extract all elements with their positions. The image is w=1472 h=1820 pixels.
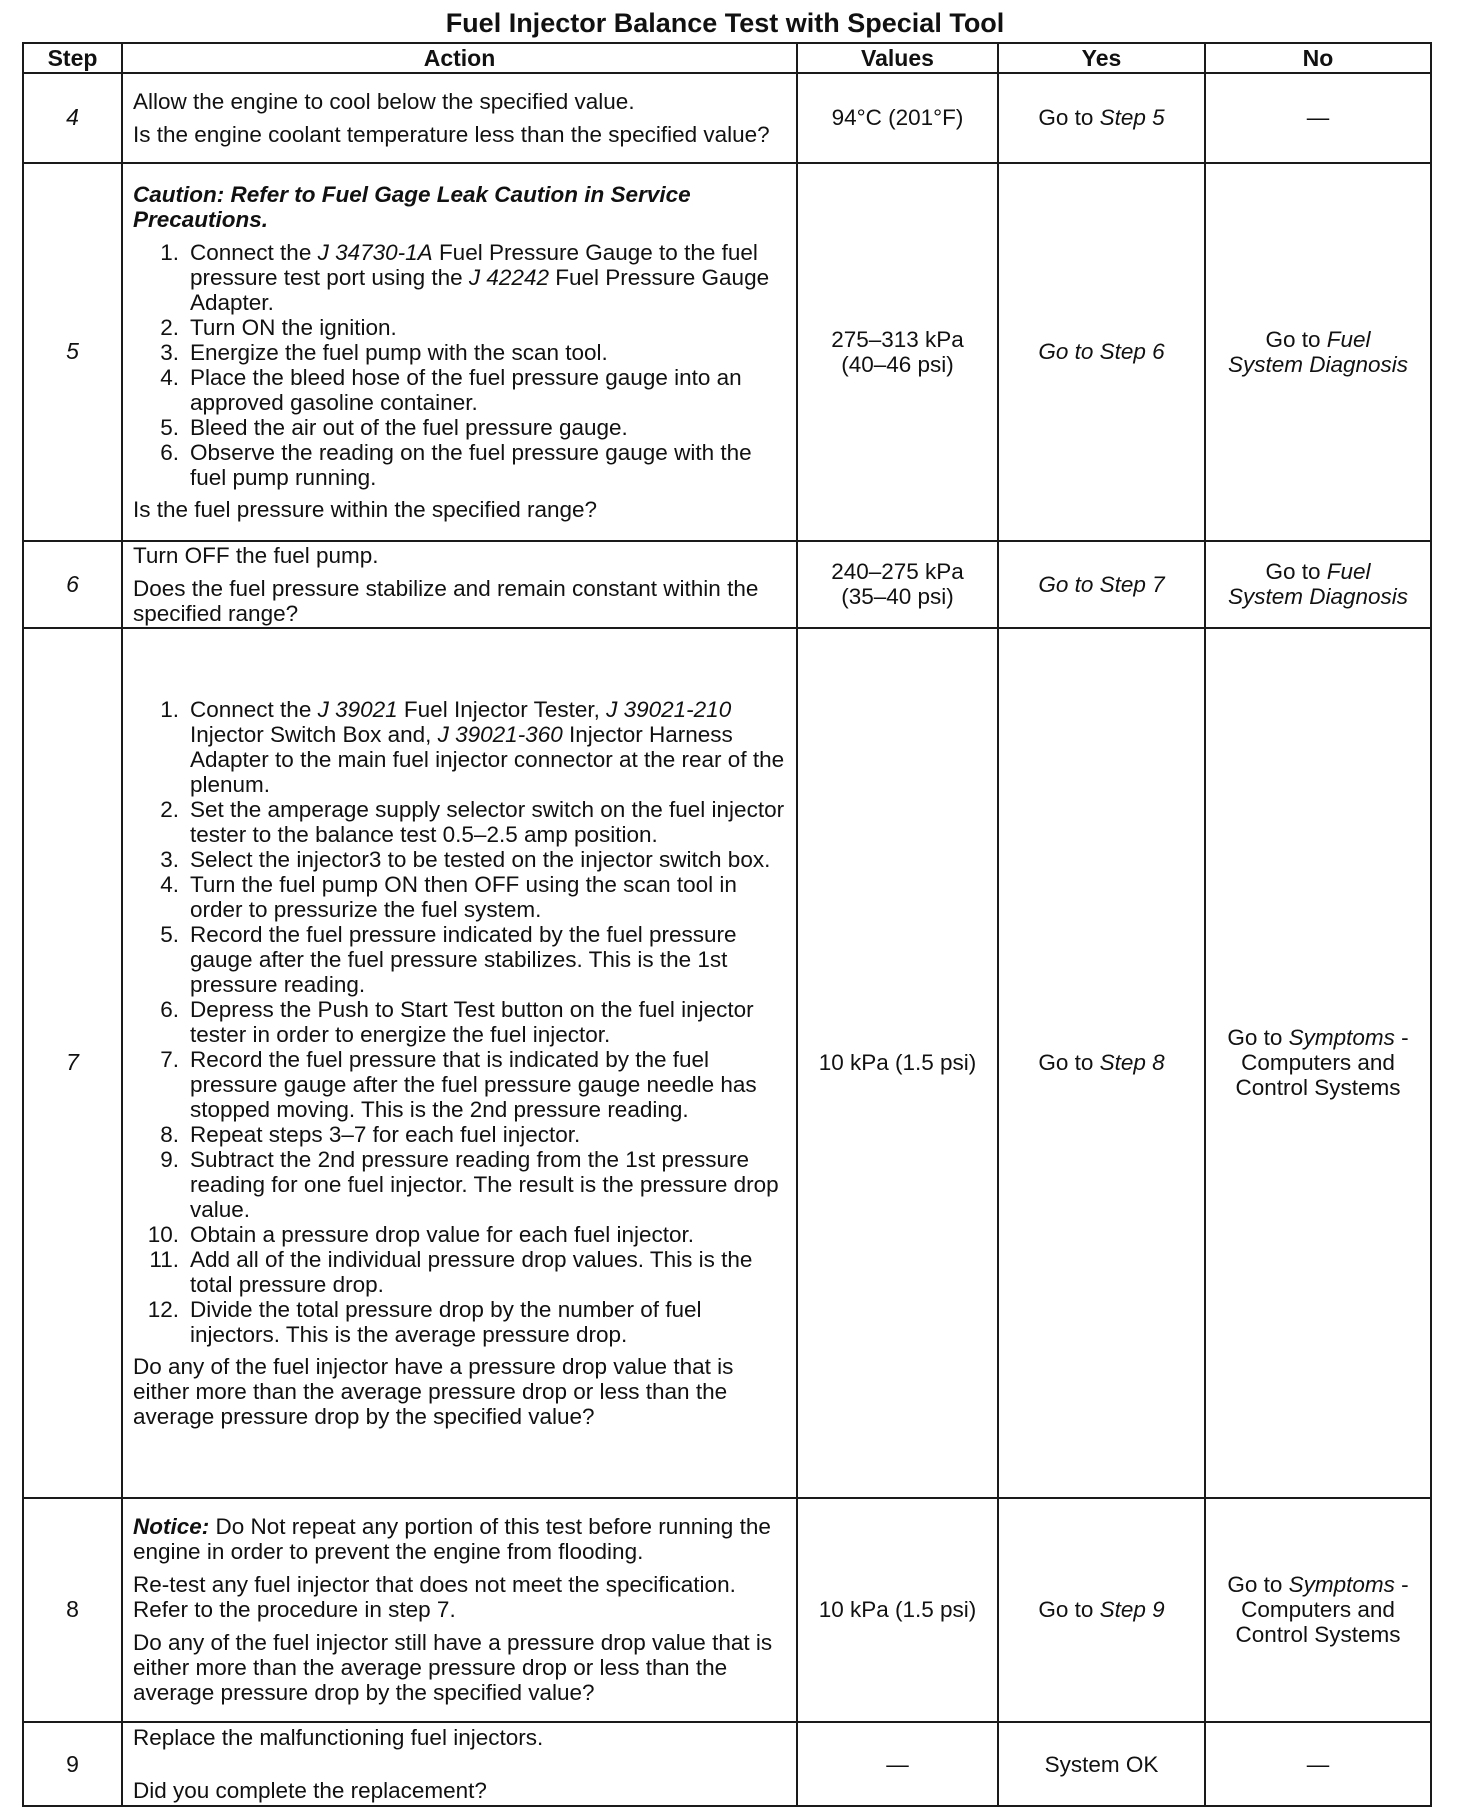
action-text: Replace the malfunctioning fuel injectors. — [133, 1725, 544, 1751]
list-item: 5. Bleed the air out of the fuel pressure gauge. — [160, 414, 628, 440]
list-item: 1. Connect the J 34730-1A Fuel Pressure Gauge to the fuel pressure test port using the J 42242 Fuel Pressure Gauge Adapter. — [160, 239, 770, 315]
action-cell — [122, 628, 797, 1498]
header-yes: Yes — [998, 43, 1205, 73]
table-row — [23, 1722, 1431, 1806]
table-row — [23, 628, 1431, 1498]
yes-cell: System OK — [998, 1722, 1205, 1806]
action-question: Is the fuel pressure within the specified range? — [133, 496, 598, 522]
notice-text: Notice: Do Not repeat any portion of this test before running the engine in order to prevent the engine from flooding. — [133, 1514, 771, 1565]
yes-cell: Go to Step 6 — [998, 163, 1205, 541]
action-question: Do any of the fuel injector still have a pressure drop value that is either more than the average pressure drop or less than the average pressure drop by the specified value? — [133, 1630, 773, 1706]
no-cell: Go to Symptoms - Computers and Control Systems — [1205, 628, 1431, 1498]
procedure-list — [133, 697, 786, 1347]
header-no: No — [1205, 43, 1431, 73]
action-text: Re-test any fuel injector that does not meet the specification. Refer to the procedure in step 7. — [133, 1572, 736, 1623]
table-row — [23, 1498, 1431, 1723]
yes-text: Go to — [1038, 105, 1100, 131]
action-question: Does the fuel pressure stabilize and remain constant within the specified range? — [133, 575, 759, 626]
list-item: 8. Repeat steps 3–7 for each fuel injector. — [160, 1121, 581, 1147]
list-item: 5. Record the fuel pressure indicated by the fuel pressure gauge after the fuel pressure stabilizes. This is the 1st pressure reading. — [160, 921, 737, 997]
caution-text: Caution: Refer to Fuel Gage Leak Caution in Service Precautions. — [133, 181, 691, 232]
action-text: Allow the engine to cool below the specified value. — [133, 88, 635, 114]
step-number: 7 — [23, 628, 122, 1498]
values-cell: 10 kPa (1.5 psi) — [797, 628, 998, 1498]
list-item: 10. Obtain a pressure drop value for each fuel injector. — [147, 1221, 695, 1247]
table-row — [23, 73, 1431, 163]
action-text: Turn OFF the fuel pump. — [133, 542, 379, 568]
action-question: Is the engine coolant temperature less than the specified value? — [133, 121, 770, 147]
yes-cell: Go to Step 7 — [998, 541, 1205, 628]
header-values: Values — [797, 43, 998, 73]
yes-cell: Go to Step 9 — [998, 1498, 1205, 1723]
action-cell — [122, 1722, 797, 1806]
action-question: Do any of the fuel injector have a pressure drop value that is either more than the average pressure drop or less than the average pressure drop by the specified value? — [133, 1353, 734, 1429]
values-cell: — — [797, 1722, 998, 1806]
step-number: 4 — [23, 73, 122, 163]
values-cell: 240–275 kPa (35–40 psi) — [797, 541, 998, 628]
no-cell: Go to Fuel System Diagnosis — [1205, 541, 1431, 628]
header-row — [23, 43, 1431, 73]
step-number: 6 — [23, 541, 122, 628]
values-cell: 94°C (201°F) — [797, 73, 998, 163]
table-row — [23, 541, 1431, 628]
list-item: 2. Turn ON the ignition. — [160, 314, 397, 340]
list-item: 3. Energize the fuel pump with the scan tool. — [160, 339, 608, 365]
action-question: Did you complete the replacement? — [133, 1778, 487, 1804]
no-cell: Go to Fuel System Diagnosis — [1205, 163, 1431, 541]
step-number: 8 — [23, 1498, 122, 1723]
list-item: 2. Set the amperage supply selector switch on the fuel injector tester to the balance test 0.5–2.5 amp position. — [160, 796, 785, 847]
list-item: 4. Place the bleed hose of the fuel pressure gauge into an approved gasoline container. — [160, 364, 742, 415]
list-item: 6. Depress the Push to Start Test button on the fuel injector tester in order to energize the fuel injector. — [160, 996, 754, 1047]
header-action: Action — [122, 43, 797, 73]
procedure-list — [133, 240, 786, 490]
yes-cell — [998, 73, 1205, 163]
list-item: 9. Subtract the 2nd pressure reading from the 1st pressure reading for one fuel injector. The result is the pressure drop value. — [160, 1146, 779, 1222]
list-item: 3. Select the injector3 to be tested on the injector switch box. — [160, 846, 771, 872]
diagnostic-table — [22, 42, 1432, 1807]
values-cell: 10 kPa (1.5 psi) — [797, 1498, 998, 1723]
yes-cell: Go to Step 8 — [998, 628, 1205, 1498]
action-cell — [122, 1498, 797, 1723]
list-item: 4. Turn the fuel pump ON then OFF using the scan tool in order to pressurize the fuel system. — [160, 871, 737, 922]
page-title: Fuel Injector Balance Test with Special Tool — [445, 8, 1005, 38]
values-cell: 275–313 kPa (40–46 psi) — [797, 163, 998, 541]
no-cell: Go to Symptoms - Computers and Control Systems — [1205, 1498, 1431, 1723]
step-number: 9 — [23, 1722, 122, 1806]
list-item: 12. Divide the total pressure drop by the number of fuel injectors. This is the average pressure drop. — [147, 1296, 702, 1347]
step-number: 5 — [23, 163, 122, 541]
action-cell — [122, 541, 797, 628]
action-cell — [122, 163, 797, 541]
list-item: 7. Record the fuel pressure that is indicated by the fuel pressure gauge after the fuel pressure gauge needle has stopped moving. This is the 2nd pressure reading. — [160, 1046, 757, 1122]
header-step: Step — [23, 43, 122, 73]
no-cell: — — [1205, 1722, 1431, 1806]
list-item: 11. Add all of the individual pressure drop values. This is the total pressure drop. — [149, 1246, 753, 1297]
yes-link: Step 5 — [1099, 105, 1165, 131]
no-cell: — — [1205, 73, 1431, 163]
table-row — [23, 163, 1431, 541]
action-cell — [122, 73, 797, 163]
list-item: 1. Connect the J 39021 Fuel Injector Tester, J 39021-210 Injector Switch Box and, J 39021-360 Injector Harness Adapter to the main fuel injector connector at the rear of the plenum. — [160, 696, 785, 797]
list-item: 6. Observe the reading on the fuel pressure gauge with the fuel pump running. — [160, 439, 752, 490]
